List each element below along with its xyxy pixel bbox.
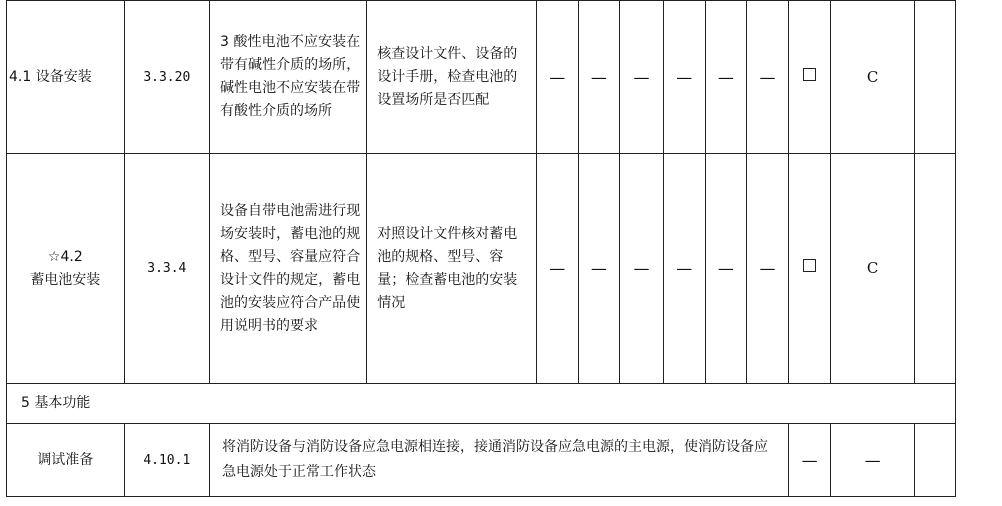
dash-cell: — — [705, 154, 747, 384]
dash-cell: — — [788, 424, 831, 497]
section-row — [7, 384, 995, 424]
table-row — [7, 154, 995, 384]
method-cell: 对照设计文件核对蓄电池的规格、型号、容量；检查蓄电池的安装情况 — [367, 154, 537, 384]
dash-cell: — — [747, 154, 789, 384]
requirement-cell: 设备自带电池需进行现场安装时，蓄电池的规格、型号、容量应符合设计文件的规定，蓄电池的安装应符合产品使用说明书的要求 — [210, 154, 367, 384]
checkbox[interactable] — [803, 68, 816, 81]
item-label: 蓄电池安装 — [30, 271, 101, 288]
item-label: 4.1 设备安装 — [9, 68, 92, 85]
table-row — [7, 424, 995, 497]
dash-cell: — — [663, 1, 705, 154]
dash-cell: — — [578, 154, 620, 384]
item-cell: 调试准备 — [7, 424, 125, 497]
checkbox-cell — [788, 154, 831, 384]
checkbox[interactable] — [803, 259, 816, 272]
table-row — [7, 1, 995, 154]
clause-cell: 4.10.1 — [124, 424, 209, 497]
item-cell — [7, 1, 125, 154]
description-cell: 将消防设备与消防设备应急电源相连接，接通消防设备应急电源的主电源，使消防设备应急电源处于正常工作状态 — [210, 424, 789, 497]
dash-cell: — — [536, 154, 578, 384]
grade-cell: C — [831, 1, 914, 154]
clause-cell: 3.3.20 — [124, 1, 209, 154]
dash-cell: — — [663, 154, 705, 384]
inspection-table — [6, 0, 995, 497]
dash-cell: — — [536, 1, 578, 154]
empty-cell — [914, 424, 956, 497]
empty-cell — [914, 154, 956, 384]
dash-cell: — — [578, 1, 620, 154]
dash-cell: — — [705, 1, 747, 154]
requirement-cell: 3 酸性电池不应安装在带有碱性介质的场所，碱性电池不应安装在带有酸性介质的场所 — [210, 1, 367, 154]
grade-cell: C — [831, 154, 914, 384]
dash-cell: — — [620, 1, 664, 154]
item-number: ☆4.2 — [47, 248, 83, 265]
empty-cell — [914, 1, 956, 154]
checkbox-cell — [788, 1, 831, 154]
dash-cell: — — [747, 1, 789, 154]
dash-cell: — — [620, 154, 664, 384]
dash-cell: — — [831, 424, 914, 497]
clause-cell: 3.3.4 — [124, 154, 209, 384]
section-title: 5 基本功能 — [7, 384, 956, 424]
method-cell: 核查设计文件、设备的设计手册，检查电池的设置场所是否匹配 — [367, 1, 537, 154]
item-cell — [7, 154, 125, 384]
